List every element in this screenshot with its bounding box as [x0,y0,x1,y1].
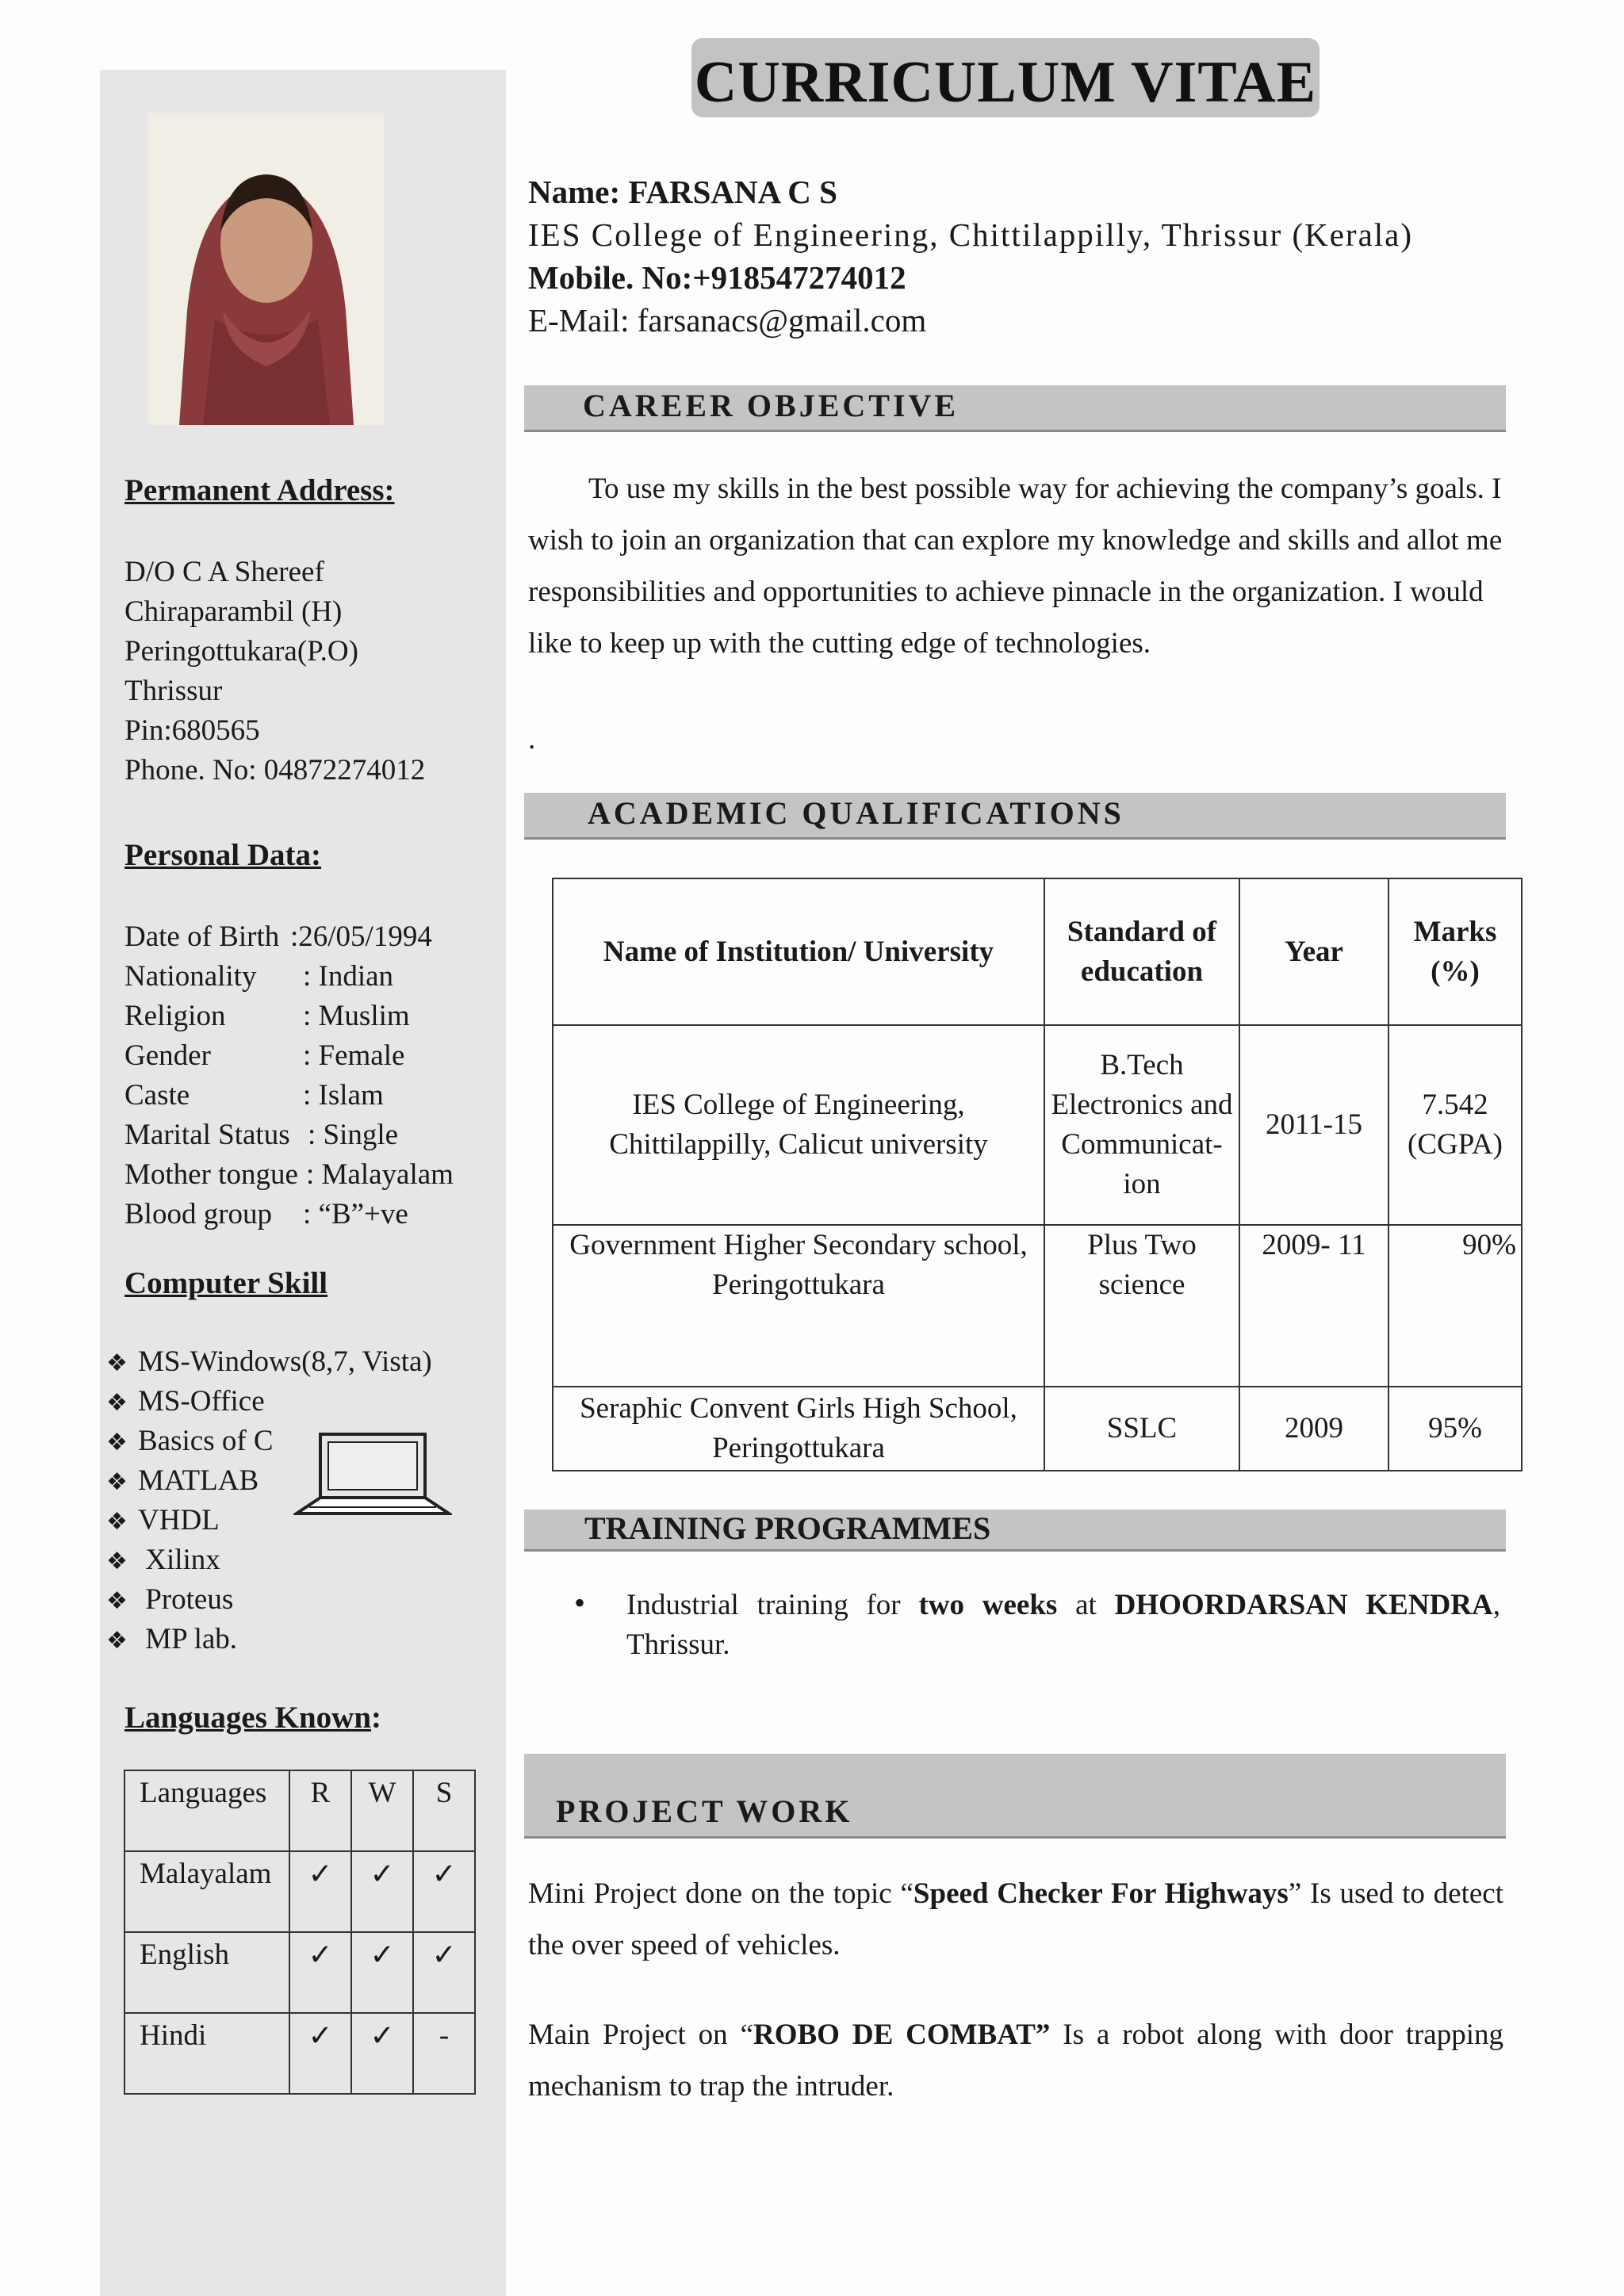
career-objective-text: To use my skills in the best possible way for achieving the company’s goals. I wish to join an organization that can explore my knowledge and skills and allot me responsibilities and opportunities to achieve pinnacle in the organization. I would like to keep up with the cutting edge of technologies. [528,473,1503,660]
academic-table [552,878,1522,1471]
academic-bar [524,793,1506,840]
year-cell: 2009 [1239,1387,1388,1471]
language-name: English [124,1932,289,2013]
dob-value: :26/05/1994 [290,920,432,953]
mother-tongue-value: : Malayalam [306,1158,454,1191]
table-header-cell: Year [1239,878,1388,1025]
language-name: Hindi [124,2013,289,2094]
diamond-bullet-icon: ❖ [106,1508,128,1536]
diamond-bullet-icon: ❖ [106,1429,128,1456]
marks-cell: 90% [1388,1225,1522,1387]
personal-data-heading: Personal Data: [124,838,322,872]
check-icon: ✓ [413,1851,475,1932]
email-line: E-Mail: farsanacs@gmail.com [528,302,927,339]
table-row [553,1025,1522,1225]
standard-cell: B.Tech Electronics and Communicat-ion [1044,1025,1239,1225]
computer-skill-heading: Computer Skill [124,1266,328,1300]
section-heading: TRAINING PROGRAMMES [584,1510,991,1546]
document-title: CURRICULUM VITAE [691,38,1320,117]
diamond-bullet-icon: ❖ [106,1389,128,1417]
institution-cell: Seraphic Convent Girls High School, Peringottukara [553,1387,1044,1471]
diamond-bullet-icon: ❖ [106,1468,128,1496]
project-work-bar [524,1754,1506,1839]
diamond-bullet-icon: ❖ [106,1548,128,1575]
name-line: Name: FARSANA C S [528,174,837,210]
year-cell: 2011-15 [1239,1025,1388,1225]
table-row [124,1932,475,2013]
table-header-cell: Languages [124,1770,289,1851]
nationality-key: Nationality [124,960,257,993]
diamond-bullet-icon: ❖ [106,1349,128,1377]
skill-item: ❖ MS-Office [106,1385,265,1418]
languages-table [124,1770,476,2095]
religion-value: : Muslim [303,1000,410,1032]
skill-item: ❖ MATLAB [106,1464,259,1497]
blood-group-key: Blood group [124,1198,273,1230]
marks-cell: 95% [1388,1387,1522,1471]
language-name: Malayalam [124,1851,289,1932]
table-header-cell: Marks (%) [1388,878,1522,1025]
bullet-icon: • [574,1585,586,1621]
skill-item: ❖ MS-Windows(8,7, Vista) [106,1345,432,1378]
dob-key: Date of Birth [124,920,280,953]
table-header-cell: Name of Institution/ University [553,878,1044,1025]
check-icon: ✓ [289,1932,351,2013]
table-header-cell: Standard of education [1044,878,1239,1025]
nationality-value: : Indian [303,960,394,993]
mini-project-text: Mini Project done on the topic “Speed Checker For Highways” Is used to detect the over speed of vehicles. [528,1877,1503,1961]
address-line: Chiraparambil (H) [124,595,343,628]
permanent-address-heading: Permanent Address: [124,473,395,507]
table-row [124,1770,475,1851]
career-objective-bar [524,385,1506,432]
table-row [553,1387,1522,1471]
skill-item: ❖ VHDL [106,1504,220,1536]
address-line: D/O C A Shereef [124,556,324,588]
marks-cell: 7.542 (CGPA) [1388,1025,1522,1225]
table-header-cell: R [289,1770,351,1851]
check-icon: ✓ [289,1851,351,1932]
table-header-cell: W [351,1770,413,1851]
section-heading: ACADEMIC QUALIFICATIONS [588,795,1124,831]
training-item: Industrial training for two weeks at DHOORDARSAN KENDRA, Thrissur. [626,1589,1500,1661]
institution-cell: Government Higher Secondary school, Peringottukara [553,1225,1044,1387]
college-line: IES College of Engineering, Chittilappilly, Thrissur (Kerala) [528,216,1414,253]
main-project-text: Main Project on “ROBO DE COMBAT” Is a robot along with door trapping mechanism to trap the intruder. [528,2019,1503,2103]
languages-heading: Languages Known: [124,1701,382,1735]
table-row [124,2013,475,2094]
check-icon: ✓ [289,2013,351,2094]
caste-key: Caste [124,1079,190,1112]
religion-key: Religion [124,1000,226,1032]
year-cell: 2009- 11 [1239,1225,1388,1387]
marital-value: : Single [308,1119,399,1151]
laptop-icon [293,1431,452,1520]
caste-value: : Islam [303,1079,384,1112]
table-row [124,1851,475,1932]
skill-item: ❖ Xilinx [106,1544,220,1576]
gender-value: : Female [303,1039,405,1072]
address-line: Peringottukara(P.O) [124,635,358,668]
dash-mark: - [413,2013,475,2094]
standard-cell: SSLC [1044,1387,1239,1471]
diamond-bullet-icon: ❖ [106,1587,128,1615]
standard-cell: Plus Two science [1044,1225,1239,1387]
mobile-line: Mobile. No:+918547274012 [528,259,906,296]
check-icon: ✓ [413,1932,475,2013]
table-header-row [553,878,1522,1025]
section-heading: CAREER OBJECTIVE [583,388,959,423]
skill-item: ❖ Proteus [106,1583,234,1616]
check-icon: ✓ [351,1851,413,1932]
address-line: Thrissur [124,675,223,707]
address-line: Pin:680565 [124,714,260,747]
institution-cell: IES College of Engineering, Chittilappilly, Calicut university [553,1025,1044,1225]
trailing-dot: . [528,723,536,756]
table-header-cell: S [413,1770,475,1851]
check-icon: ✓ [351,1932,413,2013]
diamond-bullet-icon: ❖ [106,1627,128,1655]
blood-group-value: : “B”+ve [303,1198,408,1230]
table-row [553,1225,1522,1387]
skill-item: ❖ Basics of C [106,1425,274,1457]
gender-key: Gender [124,1039,211,1072]
phone-line: Phone. No: 04872274012 [124,754,426,786]
marital-key: Marital Status [124,1119,290,1151]
skill-item: ❖ MP lab. [106,1623,238,1655]
section-heading: PROJECT WORK [556,1793,853,1829]
training-bar [524,1510,1506,1552]
mother-tongue-key: Mother tongue [124,1158,298,1191]
check-icon: ✓ [351,2013,413,2094]
profile-photo [147,113,384,425]
